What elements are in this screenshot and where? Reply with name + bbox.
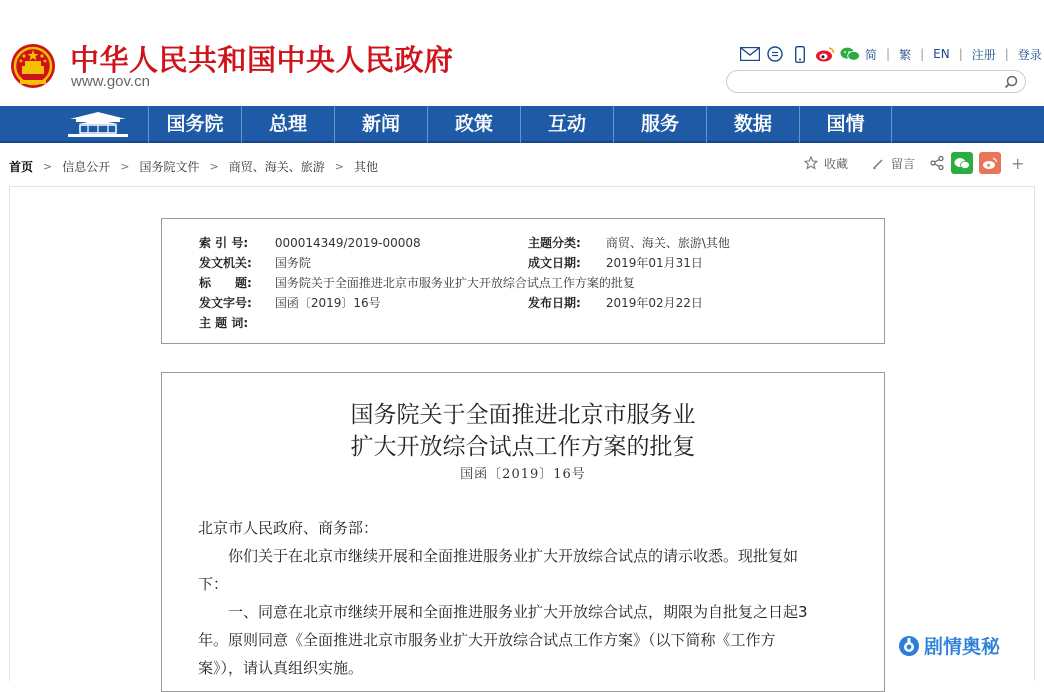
meta-docno-label: 发文字号:	[199, 296, 252, 310]
nav-item-news[interactable]: 新闻	[334, 106, 427, 143]
search-input[interactable]	[739, 72, 999, 93]
meta-issuer-value: 国务院	[274, 256, 311, 270]
meta-issuer-row	[199, 254, 311, 271]
meta-docno-value: 国函〔2019〕16号	[274, 296, 381, 310]
register-link[interactable]: 注册	[971, 47, 996, 62]
nav-item-state-council[interactable]: 国务院	[148, 106, 241, 143]
breadcrumb-info-disclosure[interactable]: 信息公开	[62, 160, 111, 174]
meta-date-label: 成文日期:	[528, 256, 581, 270]
mobile-icon[interactable]	[790, 45, 810, 63]
pencil-icon[interactable]	[872, 157, 885, 170]
wechat-icon[interactable]	[840, 45, 860, 63]
home-gate-icon[interactable]	[66, 110, 130, 140]
meta-publish-value: 2019年02月22日	[605, 296, 703, 310]
meta-date-value: 2019年01月31日	[605, 256, 703, 270]
meta-date-row	[528, 254, 703, 271]
nav-item-services[interactable]: 服务	[613, 106, 706, 143]
nav-item-national-info[interactable]: 国情	[799, 106, 892, 143]
meta-category-value: 商贸、海关、旅游\其他	[605, 236, 730, 250]
traditional-chinese-link[interactable]: 繁	[899, 47, 912, 62]
message-icon[interactable]	[765, 45, 785, 63]
site-header	[0, 0, 1044, 106]
meta-category-row	[528, 234, 730, 251]
simplified-chinese-link[interactable]: 简	[865, 47, 878, 62]
meta-issuer-label: 发文机关:	[199, 256, 252, 270]
national-emblem-icon[interactable]	[10, 42, 56, 90]
breadcrumb-home[interactable]: 首页	[9, 160, 34, 174]
nav-item-data[interactable]: 数据	[706, 106, 799, 143]
english-link[interactable]: EN	[933, 47, 950, 61]
meta-keywords-row	[199, 314, 275, 331]
chevron-right-icon: >	[209, 160, 219, 173]
nav-item-policy[interactable]: 政策	[427, 106, 520, 143]
search-box	[726, 70, 1026, 93]
watermark	[898, 632, 1000, 659]
chevron-right-icon: >	[334, 160, 344, 173]
watermark-logo-icon	[898, 635, 920, 657]
nav-item-interaction[interactable]: 互动	[520, 106, 613, 143]
document-title-line: 国务院关于全面推进北京市服务业	[350, 402, 696, 428]
salutation: 北京市人民政府、商务部：	[198, 519, 379, 537]
paragraph-line: 下：	[198, 575, 229, 593]
meta-title-value: 国务院关于全面推进北京市服务业扩大开放综合试点工作方案的批复	[274, 276, 635, 290]
meta-publish-row	[528, 294, 703, 311]
site-url[interactable]: www.gov.cn	[71, 73, 150, 90]
meta-docno-row	[199, 294, 381, 311]
paragraph-line: 年。原则同意《全面推进北京市服务业扩大开放综合试点工作方案》（以下简称《工作方	[198, 631, 776, 649]
comment-button[interactable]: 留言	[891, 156, 916, 171]
document-title-line: 扩大开放综合试点工作方案的批复	[350, 434, 696, 460]
watermark-text: 剧情奥秘	[924, 636, 1001, 658]
paragraph-line: 一、同意在北京市继续开展和全面推进服务业扩大开放综合试点，期限为自批复之日起3	[198, 603, 808, 621]
nav-item-premier[interactable]: 总理	[241, 106, 334, 143]
wechat-share-icon[interactable]	[951, 152, 973, 174]
separator: |	[1004, 47, 1009, 61]
meta-category-label: 主题分类:	[528, 236, 581, 250]
meta-title-row	[199, 274, 635, 291]
meta-publish-label: 发布日期:	[528, 296, 581, 310]
meta-keywords-label: 主 题 词:	[199, 316, 249, 330]
separator: |	[958, 47, 963, 61]
breadcrumb	[9, 158, 378, 175]
chevron-right-icon: >	[120, 160, 130, 173]
separator: |	[886, 47, 891, 61]
login-link[interactable]: 登录	[1017, 47, 1042, 62]
paragraph-line: 你们关于在北京市继续开展和全面推进服务业扩大开放综合试点的请示收悉。现批复如	[198, 547, 799, 565]
share-toolbar	[804, 152, 1024, 174]
chevron-right-icon: >	[43, 160, 53, 173]
document-title	[162, 399, 884, 463]
weibo-icon[interactable]	[815, 45, 835, 63]
separator: |	[920, 47, 925, 61]
share-icon[interactable]	[929, 155, 945, 171]
top-toolbar	[740, 44, 1042, 64]
document-metadata	[161, 218, 885, 344]
plus-icon[interactable]: +	[1011, 153, 1025, 173]
star-icon[interactable]	[804, 156, 818, 170]
breadcrumb-trade-customs-tourism[interactable]: 商贸、海关、旅游	[228, 160, 325, 174]
nav-items	[148, 106, 892, 143]
meta-index-value: 000014349/2019-00008	[274, 236, 421, 250]
meta-index-row	[199, 234, 421, 251]
main-nav	[0, 106, 1044, 143]
paragraph-line: 案》），请认真组织实施。	[198, 659, 364, 677]
search-icon[interactable]	[1003, 74, 1019, 90]
document-number: 国函〔2019〕16号	[460, 467, 586, 482]
meta-title-label: 标 题:	[199, 276, 252, 290]
site-title[interactable]: 中华人民共和国中央人民政府	[70, 43, 454, 77]
weibo-share-icon[interactable]	[979, 152, 1001, 174]
mail-icon[interactable]	[740, 45, 760, 63]
breadcrumb-state-council-docs[interactable]: 国务院文件	[139, 160, 200, 174]
breadcrumb-other[interactable]: 其他	[353, 160, 378, 174]
document-body	[161, 372, 885, 692]
meta-index-label: 索 引 号:	[199, 236, 249, 250]
favorite-button[interactable]: 收藏	[824, 156, 849, 171]
